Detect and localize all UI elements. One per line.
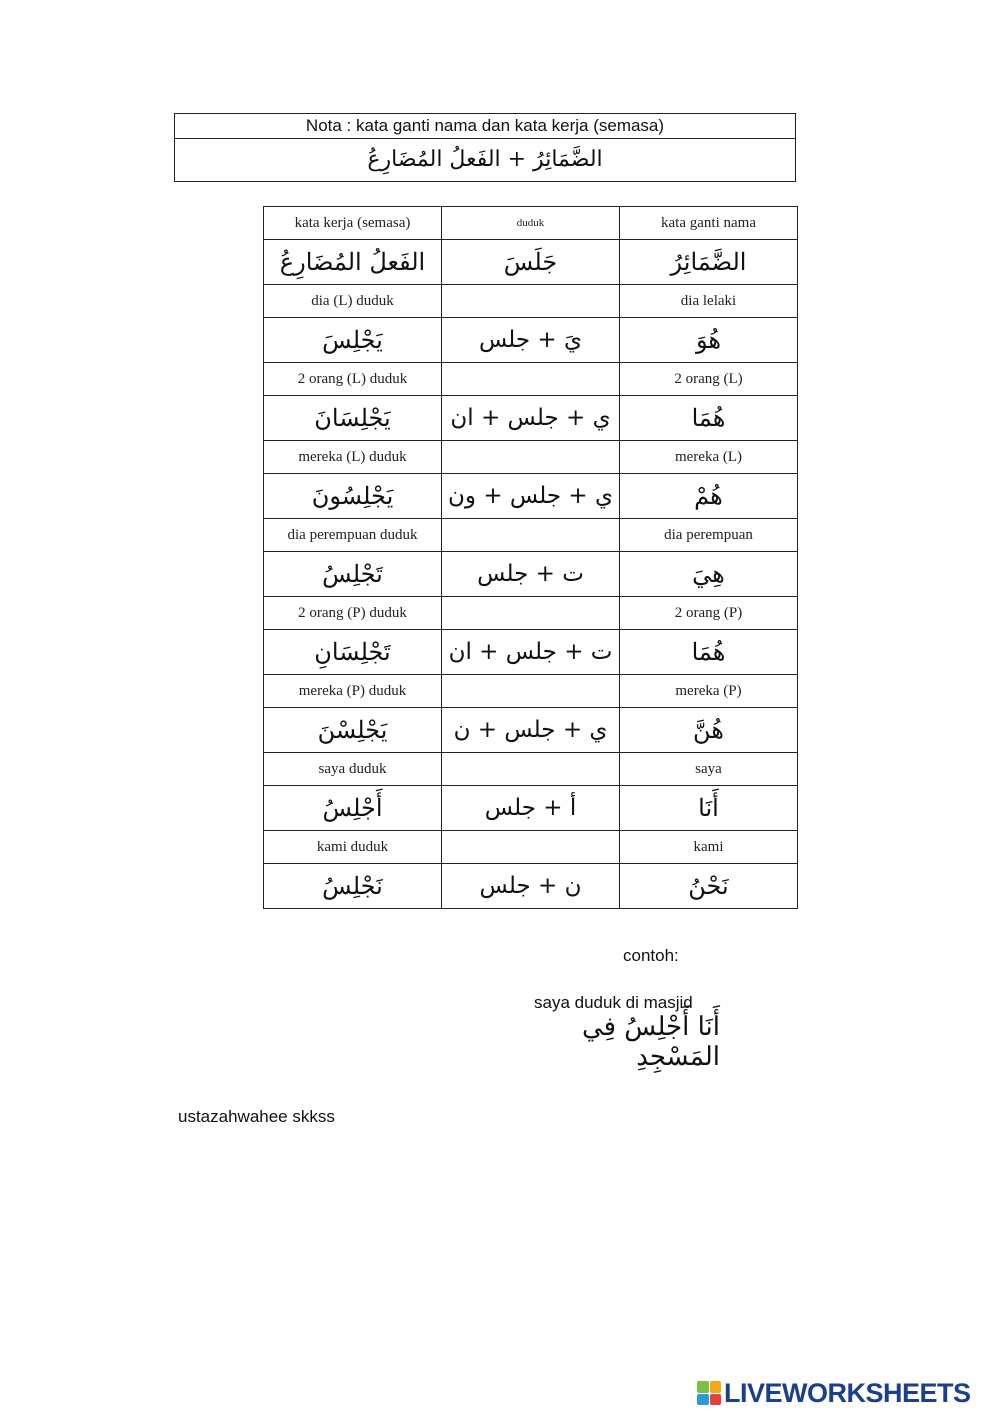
table-row-label	[264, 831, 798, 864]
pronoun-label: mereka (P)	[620, 675, 798, 708]
table-row-label	[264, 675, 798, 708]
empty-cell	[442, 285, 620, 318]
note-header	[174, 113, 796, 182]
verb-arabic: يَجْلِسُونَ	[264, 474, 442, 519]
pronoun-arabic: نَحْنُ	[620, 864, 798, 909]
pronoun-label: 2 orang (P)	[620, 597, 798, 630]
formula-arabic: ي + جلس + ان	[442, 396, 620, 441]
verb-arabic: يَجْلِسَ	[264, 318, 442, 363]
logo-square	[710, 1394, 722, 1406]
verb-label: 2 orang (P) duduk	[264, 597, 442, 630]
verb-arabic: يَجْلِسَانَ	[264, 396, 442, 441]
table-header-row	[264, 207, 798, 240]
table-row-arabic	[264, 708, 798, 753]
verb-arabic: أَجْلِسُ	[264, 786, 442, 831]
header-pronoun-label: kata ganti nama	[620, 207, 798, 240]
pronoun-label: saya	[620, 753, 798, 786]
formula-arabic: ت + جلس	[442, 552, 620, 597]
table-row-arabic	[264, 552, 798, 597]
table-row-label	[264, 597, 798, 630]
pronoun-label: dia lelaki	[620, 285, 798, 318]
liveworksheets-logo[interactable]	[697, 1378, 971, 1408]
pronoun-arabic: هُوَ	[620, 318, 798, 363]
verb-arabic: تَجْلِسُ	[264, 552, 442, 597]
verb-label: dia perempuan duduk	[264, 519, 442, 552]
logo-square	[697, 1394, 709, 1406]
header-pronoun-arabic: الضَّمَائِرُ	[620, 240, 798, 285]
empty-cell	[442, 753, 620, 786]
formula-arabic: ت + جلس + ان	[442, 630, 620, 675]
note-title: Nota : kata ganti nama dan kata kerja (semasa)	[175, 114, 795, 139]
header-root-arabic: جَلَسَ	[442, 240, 620, 285]
example-label: contoh:	[623, 946, 679, 965]
table-row-arabic	[264, 630, 798, 675]
verb-label: saya duduk	[264, 753, 442, 786]
verb-label: mereka (L) duduk	[264, 441, 442, 474]
empty-cell	[442, 519, 620, 552]
formula-arabic: أ + جلس	[442, 786, 620, 831]
pronoun-label: 2 orang (L)	[620, 363, 798, 396]
pronoun-arabic: هِيَ	[620, 552, 798, 597]
table-row-label	[264, 285, 798, 318]
note-arabic-title: الضَّمَائِرُ + الفَعلُ المُضَارِعُ	[367, 147, 603, 172]
verb-label: dia (L) duduk	[264, 285, 442, 318]
conjugation-table	[263, 206, 798, 909]
empty-cell	[442, 831, 620, 864]
pronoun-label: mereka (L)	[620, 441, 798, 474]
empty-cell	[442, 675, 620, 708]
empty-cell	[442, 441, 620, 474]
table-header-arabic-row	[264, 240, 798, 285]
verb-arabic: يَجْلِسْنَ	[264, 708, 442, 753]
liveworksheets-mark-icon	[697, 1381, 721, 1405]
header-verb-arabic: الفَعلُ المُضَارِعُ	[264, 240, 442, 285]
table-row-arabic	[264, 318, 798, 363]
verb-label: mereka (P) duduk	[264, 675, 442, 708]
author-credit: ustazahwahee skkss	[178, 1107, 335, 1126]
formula-arabic: ن + جلس	[442, 864, 620, 909]
verb-label: 2 orang (L) duduk	[264, 363, 442, 396]
logo-square	[710, 1381, 722, 1393]
empty-cell	[442, 597, 620, 630]
verb-arabic: تَجْلِسَانِ	[264, 630, 442, 675]
header-verb-label: kata kerja (semasa)	[264, 207, 442, 240]
verb-arabic: نَجْلِسُ	[264, 864, 442, 909]
table-row-label	[264, 753, 798, 786]
table-row-label	[264, 519, 798, 552]
formula-arabic: يَ + جلس	[442, 318, 620, 363]
pronoun-arabic: هُمْ	[620, 474, 798, 519]
logo-square	[697, 1381, 709, 1393]
table-row-arabic	[264, 396, 798, 441]
example-sentence-arabic: أَنَا أَجْلِسُ فِي المَسْجِدِ	[581, 1012, 720, 1072]
pronoun-arabic: أَنَا	[620, 786, 798, 831]
pronoun-label: kami	[620, 831, 798, 864]
table-row-arabic	[264, 786, 798, 831]
example-sentence-latin: saya duduk di masjid	[534, 993, 693, 1012]
liveworksheets-wordmark: LIVEWORKSHEETS	[724, 1377, 971, 1408]
verb-label: kami duduk	[264, 831, 442, 864]
table-row-arabic	[264, 474, 798, 519]
table-row-label	[264, 441, 798, 474]
formula-arabic: ي + جلس + ون	[442, 474, 620, 519]
formula-arabic: ي + جلس + ن	[442, 708, 620, 753]
table-row-arabic	[264, 864, 798, 909]
pronoun-arabic: هُنَّ	[620, 708, 798, 753]
table-row-label	[264, 363, 798, 396]
pronoun-arabic: هُمَا	[620, 630, 798, 675]
header-root-label: duduk	[442, 207, 620, 240]
pronoun-arabic: هُمَا	[620, 396, 798, 441]
pronoun-label: dia perempuan	[620, 519, 798, 552]
empty-cell	[442, 363, 620, 396]
